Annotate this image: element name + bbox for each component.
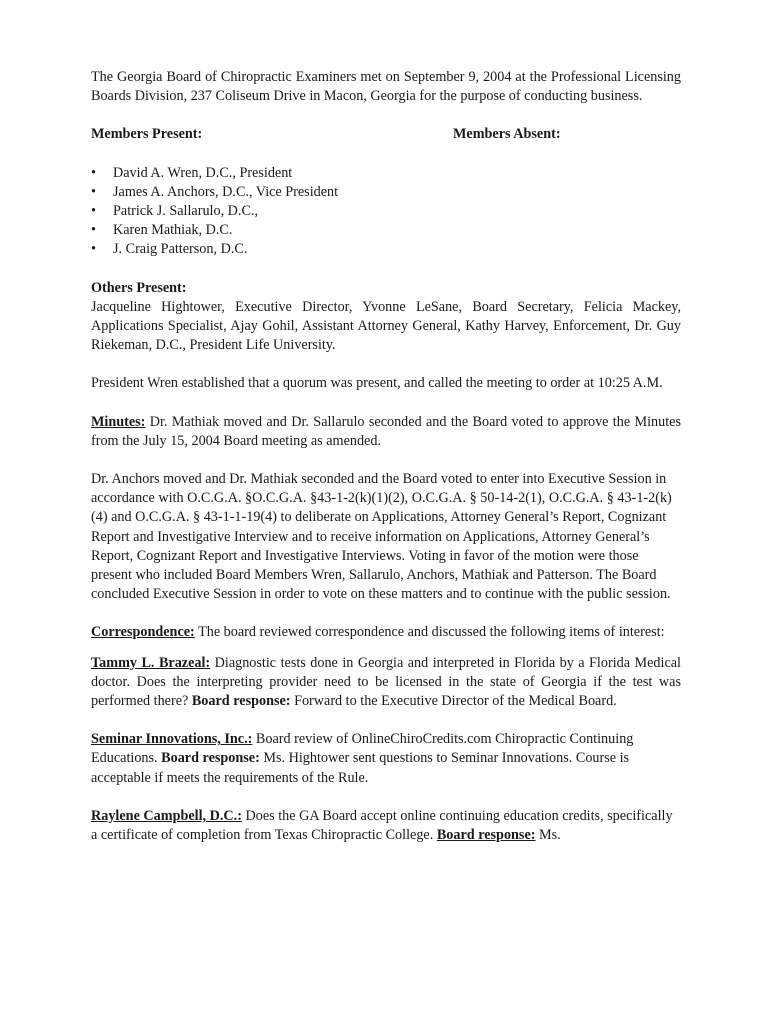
quorum-paragraph: President Wren established that a quorum was present, and called the meeting to order at 10:25 A.M.: [91, 375, 663, 392]
member-name: James A. Anchors, D.C., Vice President: [113, 183, 339, 200]
correspondence-label: Correspondence:: [91, 624, 195, 641]
correspondent-name: Raylene Campbell, D.C.:: [91, 807, 242, 824]
intro-paragraph: The Georgia Board of Chiropractic Examiners met on September 9, 2004 at the Professional Licensing Boards Division, 237 Coliseum Drive in Macon, Georgia for the purpose of conducting business.: [91, 69, 681, 105]
correspondence-paragraph: [91, 623, 681, 642]
item-text: Does the GA Board accept online continuing education credits, specifically a certificate of completion from Texas Chiropractic College.: [91, 807, 673, 844]
member-name: J. Craig Patterson, D.C.: [113, 241, 248, 258]
bullet-icon: •: [91, 241, 96, 258]
others-present-text: Jacqueline Hightower, Executive Director, Yvonne LeSane, Board Secretary, Felicia Mackey, Applications Specialist, Ajay Gohil, Assistant Attorney General, Kathy Harvey, Enforcement, Dr. Guy Riekeman, D.C., President Life University.: [91, 298, 681, 354]
board-response-text: Ms.: [535, 827, 561, 844]
bullet-icon: •: [91, 203, 96, 220]
member-name: Patrick J. Sallarulo, D.C.,: [113, 203, 259, 220]
document-page: [91, 68, 681, 845]
correspondence-item: [91, 807, 681, 845]
list-item: [91, 164, 681, 183]
bullet-icon: •: [91, 164, 96, 181]
board-response-text: Forward to the Executive Director of the Medical Board.: [290, 693, 617, 710]
item-text: Board review of OnlineChiroCredits.com Chiropractic Continuing Educations.: [91, 731, 634, 767]
board-response-text: Ms. Hightower sent questions to Seminar Innovations. Course is acceptable if meets the requirements of the Rule.: [91, 750, 630, 786]
correspondence-item: [91, 654, 681, 712]
correspondence-item: [91, 730, 681, 788]
executive-session-paragraph: Dr. Anchors moved and Dr. Mathiak seconded and the Board voted to enter into Executive Session in accordance with O.C.G.A. §O.C.G.A. §43-1-2(k)(1)(2), O.C.G.A. § 50-14-2(1), O.C.G.A. § 43-1-2(k)(4) and O.C.G.A. § 43-1-1-19(4) to deliberate on Applications, Attorney General’s Report, Cognizant Report and Investigative Interview and to receive information on Applications, Attorney General’s Report, Cognizant Report and Investigative Interviews. Voting in favor of the motion were those present who included Board Members Wren, Sallarulo, Anchors, Mathiak and Patterson. The Board concluded Executive Session in order to vote on these matters and to continue with the public session.: [91, 471, 672, 603]
others-present-label: Others Present:: [91, 279, 187, 296]
list-item: [91, 240, 681, 259]
correspondent-name: Seminar Innovations, Inc.:: [91, 731, 253, 748]
minutes-text: Dr. Mathiak moved and Dr. Sallarulo seconded and the Board voted to approve the Minutes from the July 15, 2004 Board meeting as amended.: [91, 413, 681, 449]
minutes-paragraph: [91, 413, 681, 451]
board-response-label: Board response:: [436, 827, 536, 844]
members-present-label: Members Present:: [91, 126, 203, 143]
minutes-label: Minutes:: [91, 413, 146, 430]
list-item: [91, 202, 681, 221]
correspondent-name: Tammy L. Brazeal:: [91, 654, 211, 671]
item-text: Diagnostic tests done in Georgia and interpreted in Florida by a Florida Medical doctor. Does the interpreting provider need to be licensed in the state of Georgia if the test was performed there?: [91, 654, 681, 710]
member-name: David A. Wren, D.C., President: [113, 164, 293, 181]
board-response-label: Board response:: [161, 750, 260, 767]
members-header: [91, 125, 681, 144]
list-item: [91, 183, 681, 202]
members-present-list: [91, 164, 681, 260]
board-response-label: Board response:: [191, 693, 291, 710]
bullet-icon: •: [91, 222, 96, 239]
list-item: [91, 221, 681, 240]
bullet-icon: •: [91, 183, 96, 200]
member-name: Karen Mathiak, D.C.: [113, 222, 233, 239]
correspondence-text: The board reviewed correspondence and discussed the following items of interest:: [194, 624, 665, 641]
members-absent-label: Members Absent:: [453, 126, 561, 143]
